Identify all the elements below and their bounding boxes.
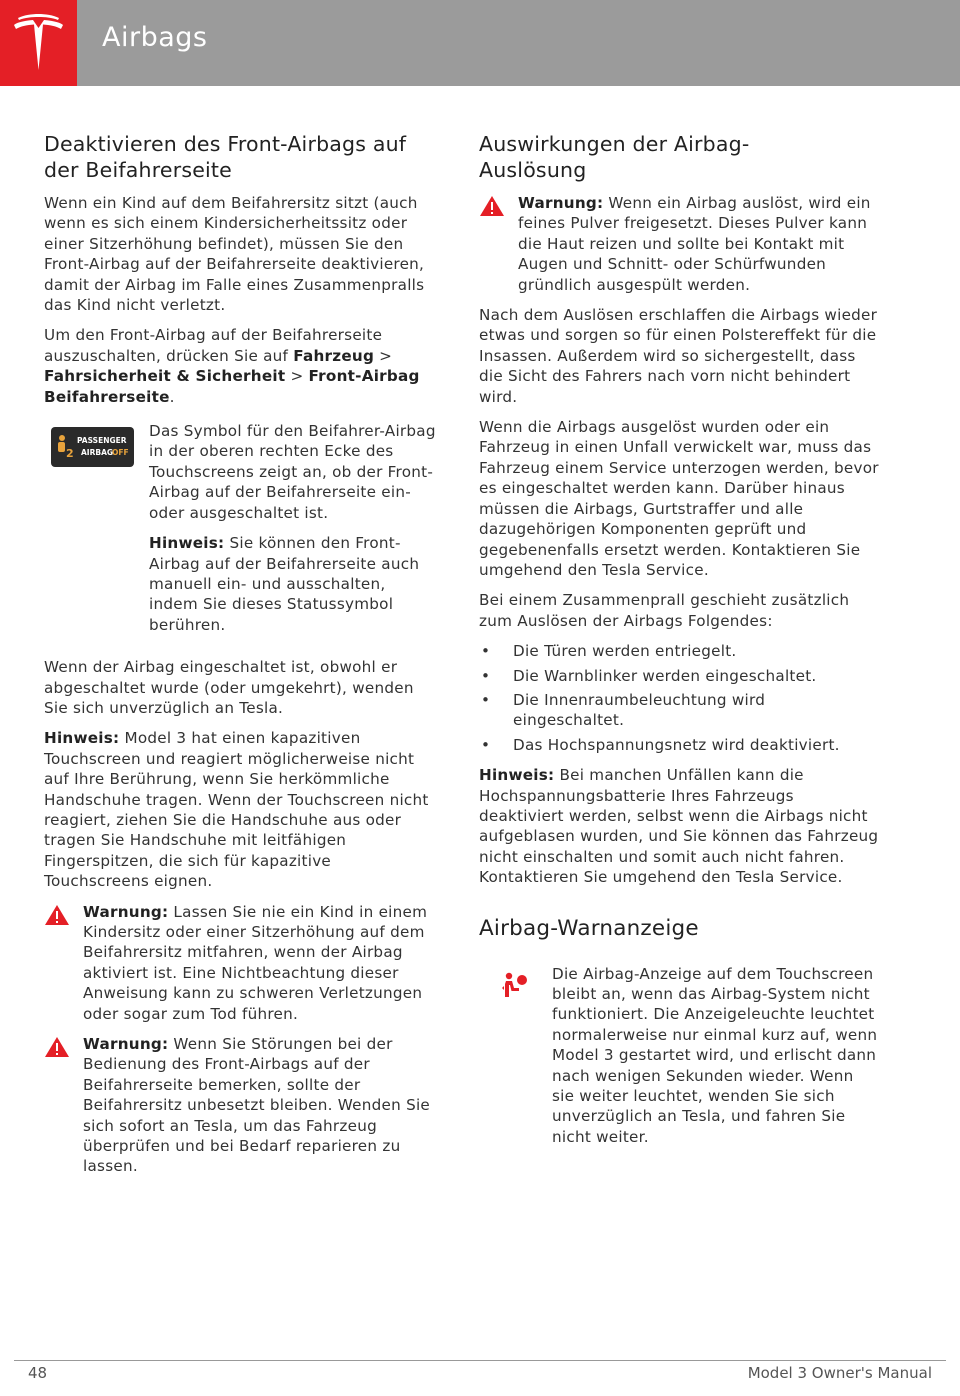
list-item: • Die Türen werden entriegelt.: [479, 641, 879, 661]
paragraph: Wenn ein Kind auf dem Beifahrersitz sitzt (auch wenn es sich einem Kindersicherheitssitz oder einer Sitzerhöhung befindet), müssen Sie den Front-Airbag auf der Beifahrerseite deaktivieren, damit der Airbag im Falle eines Zusammenpralls das Kind nicht verletzt.: [44, 194, 425, 315]
tesla-logo-icon: [12, 14, 65, 72]
section-heading-warning-indicator: Airbag-Warnanzeige: [479, 915, 699, 941]
list-item: • Das Hochspannungsnetz wird deaktiviert.: [479, 735, 879, 755]
airbag-indicator-figure: [479, 964, 879, 1148]
note-high-voltage: Hinweis: Bei manchen Unfällen kann die Hochspannungsbatterie Ihres Fahrzeugs deaktiviert werden, selbst wenn die Airbags nicht aufgeblasen wurden, und Sie können das Fahrzeug nicht einschalten und somit auch nicht fahren. Kontaktieren Sie umgehend den Tesla Service.: [479, 766, 879, 887]
note-touchscreen: Hinweis: Model 3 hat einen kapazitiven Touchscreen und reagiert möglicherweise nicht auf Ihre Berührung, wenn Sie herkömmliche Handschuhe tragen. Wenn der Touchscreen nicht reagiert, ziehen Sie die Handschuhe aus oder tragen Sie Handschuhe mit leitfähigen Fingerspitzen, die sich für kapazitive Touchscreens eignen.: [44, 729, 429, 891]
chapter-title: Airbags: [102, 22, 208, 53]
svg-text:2: 2: [66, 447, 74, 461]
warning-malfunction: Warnung: Wenn Sie Störungen bei der Bedienung des Front-Airbags auf der Beifahrerseite bemerken, sollte der Beifahrersitz unbesetzt bleiben. Wenden Sie sich sofort an Tesla, um das Fahrzeug überprüfen und bei Bedarf reparieren zu lassen.: [44, 1034, 439, 1177]
paragraph: Wenn der Airbag eingeschaltet ist, obwohl er abgeschaltet wurde (oder umgekehrt), wenden Sie sich unverzüglich an Tesla.: [44, 658, 414, 717]
footer-divider: [14, 1360, 946, 1361]
page-number: 48: [28, 1364, 48, 1382]
collision-actions-list: [479, 641, 879, 755]
section-heading-deactivate: Deaktivieren des Front-Airbags auf der Beifahrerseite: [44, 132, 407, 182]
left-column: [44, 131, 439, 1187]
menu-safety: Fahrsicherheit & Sicherheit: [44, 367, 286, 386]
paragraph-menu-path: Um den Front-Airbag auf der Beifahrerseite auszuschalten, drücken Sie auf Fahrzeug > Fahrsicherheit & Sicherheit > Front-Airbag Beifahrerseite.: [44, 326, 420, 406]
warning-triangle-icon: [44, 904, 70, 926]
logo-box: [0, 0, 77, 86]
right-column: [479, 131, 879, 1157]
list-item: • Die Warnblinker werden eingeschaltet.: [479, 666, 879, 686]
figure-description: Das Symbol für den Beifahrer-Airbag in der oberen rechten Ecke des Touchscreens zeigt an, ob der Front-Airbag auf der Beifahrerseite ein- oder ausgeschaltet ist.: [149, 422, 436, 522]
warning-triangle-icon: [44, 1036, 70, 1058]
airbag-warning-icon: [501, 972, 529, 998]
warning-powder: Warnung: Wenn ein Airbag auslöst, wird ein feines Pulver freigesetzt. Dieses Pulver kann die Haut reizen und sollte bei Kontakt mit Augen und Schnitt- oder Schürfwunden gründlich ausgespült werden.: [479, 193, 879, 295]
passenger-airbag-figure: [44, 421, 439, 635]
fig-airbag-label: AIRBAG: [81, 448, 114, 458]
paragraph: Bei einem Zusammenprall geschieht zusätzlich zum Auslösen der Airbags Folgendes:: [479, 591, 850, 630]
list-item: • Die Innenraumbeleuchtung wird eingeschaltet.: [479, 690, 879, 731]
warning-triangle-icon: [479, 195, 505, 217]
fig-off-label: OFF: [112, 448, 129, 458]
menu-vehicle: Fahrzeug: [293, 346, 375, 365]
indicator-description: Die Airbag-Anzeige auf dem Touchscreen bleibt an, wenn das Airbag-System nicht funktioniert. Die Anzeigeleuchte leuchtet normalerweise nur einmal kurz auf, wenn Model 3 gestartet wird, und erlischt dann nach wenigen Sekunden wieder. Wenn sie weiter leuchtet, wenden Sie sich unverzüglich an Tesla, und fahren Sie nicht weiter.: [552, 964, 878, 1146]
paragraph: Nach dem Auslösen erschlaffen die Airbags wieder etwas und sorgen so für einen Polstereffekt für die Insassen. Außerdem wird so sichergestellt, dass die Sicht des Fahrers nach vorn nicht behindert wird.: [479, 306, 878, 406]
warning-child-seat: Warnung: Lassen Sie nie ein Kind in einem Kindersitz oder einer Sitzerhöhung auf dem Beifahrersitz mitfahren, wenn der Airbag aktiviert ist. Eine Nichtbeachtung dieser Anweisung kann zu schweren Verletzungen oder sogar zum Tod führen.: [44, 902, 439, 1024]
manual-title: Model 3 Owner's Manual: [747, 1364, 932, 1382]
menu-passenger-airbag: Front-Airbag Beifahrerseite: [44, 367, 420, 406]
fig-passenger-label: PASSENGER: [77, 436, 127, 446]
paragraph: Wenn die Airbags ausgelöst wurden oder ein Fahrzeug in einen Unfall verwickelt war, muss das Fahrzeug einem Service unterzogen werden, bevor es eingeschaltet werden kann. Darüber hinaus müssen die Airbags, Gurtstraffer und alle dazugehörigen Komponenten geprüft und gegebenenfalls ersetzt werden. Kontaktieren Sie umgehend den Tesla Service.: [479, 418, 879, 579]
passenger-airbag-off-icon: [51, 427, 134, 467]
page-header: [0, 0, 960, 86]
section-heading-deployment: Auswirkungen der Airbag-Auslösung: [479, 132, 750, 182]
figure-note: Hinweis: Sie können den Front-Airbag auf der Beifahrerseite auch manuell ein- und ausschalten, indem Sie dieses Statussymbol berühren.: [149, 534, 420, 634]
